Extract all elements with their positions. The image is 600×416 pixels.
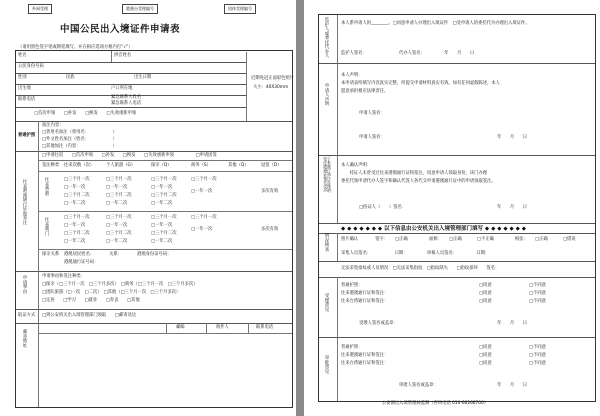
emergency-phone-label: 紧急联系人电话 [111,101,142,106]
acceptance-sign: 受理人签名或盖章： [359,321,398,326]
photo-size: 大小：40X30mm [253,85,289,90]
hk-option-3: □三个月二次 [64,193,90,198]
applicant-declaration-row [319,63,595,156]
applicant-decl-line-1: 本人声明： [341,73,363,78]
divider [166,323,167,333]
agent-decl-line-1: 本人确认声明： [341,163,372,168]
divider [111,51,112,62]
acceptance-row [319,277,595,338]
official-use-text: ◆ ◆ ◆ ◆ ◆ ◆ ◆ 以下信息由公安机关出入境管理部门填写 ◆ ◆ ◆ ◆ ◆ ◆ ◆ [341,226,527,232]
hk-tourism-2: □一年一次 [106,185,128,190]
review-paper-bad: □错误 [563,237,576,242]
macau-tourism-3: □三个月二次 [106,231,132,236]
hk-option-4: □一年二次 [64,201,86,206]
hk-family-4: □一年二次 [151,201,173,206]
hk-tourism-1: □三个月一次 [106,177,132,182]
photo-label: 近期免冠正面彩色照片 [251,76,294,81]
divider [337,337,338,401]
macau-multi: 多次有效 [261,227,279,232]
approval-passport: 普通护照： [341,345,363,350]
header-stay: 逗留（D） [261,163,282,168]
approval-no-2: □不同意 [529,353,546,358]
ethnicity-label: 民族 [66,75,75,80]
review-sign-ok: □正确 [395,237,408,242]
review-face-ok: □正确 [449,237,462,242]
approval-no-1: □不同意 [529,345,546,350]
reason-line-1: 申请事由和签注种类： [42,274,85,279]
relative-label: 探亲关系 [42,252,60,257]
applicant-date: 年 月 日 [497,135,528,140]
macau-family-3: □三个月二次 [151,231,177,236]
mailing-postcode: 邮编 [176,325,185,330]
form-title: 中国公民出入境证件申请表 [60,24,181,35]
macau-business-1: □三个月一次 [191,215,217,220]
guardian-label: 监护人或委托代办人 [324,18,330,59]
guardian-line-2: 监护人签名： 代办人签名： 年 月 日 [341,51,475,56]
review-label: 情况核查 [324,234,330,253]
macau-option-2: □一年一次 [64,223,86,228]
mailing-row [16,323,292,407]
form-page-2 [304,0,600,416]
collection-row [16,309,292,324]
header-business: 商务（S） [191,163,211,168]
reason-line-4: □定居 □学习 □就业 □奔丧 □其他 [42,298,140,303]
macau-tourism-1: □三个月一次 [106,215,132,220]
hk-family-3: □三个月二次 [151,193,177,198]
applicant-sign: 申请人签名： [359,111,385,116]
acceptance-yes-2: □同意 [479,291,492,296]
reason-row [16,271,292,310]
page-gap [296,0,304,416]
macau-business-2: □一年一次 [191,227,213,232]
name-label: 姓名 [18,53,27,58]
acceptance-passport: 普通护照： [341,283,363,288]
endorsement-section-label: 往来港澳通行证和签注 [22,180,28,226]
guardian-row [319,15,595,64]
macau-option-1: □三个月一次 [64,215,90,220]
pinyin-label: 拼音姓名 [114,53,132,58]
macau-option-3: □三个月二次 [64,231,90,236]
header-times: 往来次数（次） [64,163,95,168]
macau-tourism-4: □一年二次 [106,239,128,244]
macau-label: 往来澳门 [44,218,50,237]
mailing-phone: 联系电话 [256,325,274,330]
passport-label: 普通护照 [18,133,36,138]
agent-sign: □持证人（ ）签名： [359,205,407,210]
hukou-label: 户口所在地 [111,86,133,91]
hk-label: 往来香港 [44,178,50,197]
hk-family-2: □一年一次 [151,185,173,190]
divider [38,271,39,309]
birth-place-label: 出生地 [18,86,31,91]
divider [38,171,292,172]
corner-box-online: 外网受理 [28,4,52,14]
relative-fields: 港澳居民姓名： 关系： 港澳身份证号码： [64,252,172,257]
header-other: 其他（Q） [228,163,249,168]
approval-sign: 审批人签名或盖章： [399,383,438,388]
macau-family-4: □一年二次 [151,239,173,244]
agent-decl-label: 电子往来港澳通行证和签注代办受理声明 [323,156,331,193]
hk-multi: 多次有效 [261,189,279,194]
agent-decl-line-3: 委托代领申请代办人签字和确认代签人各代交申请港澳通行证中的申请领取签注。 [341,179,496,184]
reason-line-2: □探亲（□三个月一次 □三个月多次） □商务（□三个月一次 □三个月多次） [42,282,198,287]
macau-option-4: □一年二次 [64,239,86,244]
divider [38,211,292,212]
corner-box-group: 团体受理编号 [224,4,256,14]
review-paper-ok: □正确 [535,237,548,242]
approval-form-table [318,14,596,402]
agent-decl-line-2: 持证人未曾受过往来港澳通行证和签注，同意申请人领取身份，该门办理 [341,171,488,176]
application-type-row [16,107,292,122]
approval-row [319,337,595,401]
gender-label: 性别 [18,75,27,80]
acceptance-tw: 往来台湾通行证和签注： [341,299,389,304]
birth-date-label: 出生日期 [134,75,152,80]
divider [38,249,292,250]
header-tourism: 个人旅游（G） [106,163,136,168]
passport-line-2: □曾用名加注（曾用名： ） [42,130,117,135]
agent-date: 年 月 日 [497,205,528,210]
reason-line-3: □团队旅游（□一次 □二次） □其他（□三个月一次 □三个月多次） [42,290,181,295]
divider [337,155,338,223]
applicant-decl-label: 申请人声明 [324,84,330,107]
hk-family-1: □三个月一次 [151,177,177,182]
divider [38,333,292,334]
approval-date: 年 月 日 [497,383,528,388]
endorsement-block [16,151,292,272]
approval-no-3: □不同意 [529,361,546,366]
divider [38,121,39,151]
approval-label: 审批意见 [324,356,330,375]
divider [38,323,39,407]
divider [337,233,338,261]
review-line-2: 采集人员签名： 日期： 审核人员签名： 日期： [341,251,490,256]
review-row [319,233,595,262]
hk-business-1: □三个月一次 [191,177,217,182]
review-face: 面相： [429,237,442,242]
passport-line-3: □外文姓名加注（姓名： ） [42,137,117,142]
header-type: 签注种类 [42,163,60,168]
reason-label: 申请事由 [22,276,28,295]
macau-family-1: □三个月一次 [151,215,177,220]
approval-hkmo: 往来港澳通行证和签注： [341,353,389,358]
fingerprint-row [319,261,595,278]
application-form-table [15,50,293,408]
passport-line-4: □其他加注（内容： ） [42,144,117,149]
divider [38,160,292,161]
passport-line-1: 加注内容： [42,123,64,128]
id-number-label: 公民身份号码 [18,64,44,69]
divider [337,63,338,155]
agent-declaration-row [319,155,595,224]
relative-permit: 港澳通行证号码： [64,260,99,265]
page-footer: 公安部出入境管理局监制（咨询电话 010-66266700） [382,401,489,406]
hk-tourism-4: □一年二次 [106,201,128,206]
acceptance-no-2: □不同意 [529,291,546,296]
acceptance-label: 受理意见 [324,294,330,313]
applicant-decl-line-3: 愿意承担相应法律责任。 [341,89,389,94]
approval-yes-1: □同意 [479,345,492,350]
hk-option-1: □三个月一次 [64,177,90,182]
mailing-label: 邮寄地址 [22,330,28,349]
permit-options: □申请往返 □首次申领 □补发 □换发 □失效重新申领 □申请团签 [42,153,217,158]
applicant-decl-line-2: 本申请表所填写内容真实完整，所提交申请材料真实有效。如有任何虚假陈述，本人 [341,81,500,86]
application-type-options: □首次申领 □补发 □换发 □失效重新申领 [34,111,137,116]
divider [337,277,338,337]
approval-tw: 往来台湾通行证和签注： [341,361,389,366]
divider [337,15,338,63]
macau-tourism-2: □一年一次 [106,223,128,228]
divider [248,323,249,333]
acceptance-date: 年 月 日 [497,321,528,326]
collection-options: □到公安机关出入境管理部门领取 □邮寄送达 [42,313,137,318]
acceptance-hkmo: 往来港澳通行证和签注： [341,291,389,296]
acceptance-no-3: □不同意 [529,299,546,304]
header-family: 探亲（Q） [151,163,172,168]
review-photo: 照片确认 [341,237,359,242]
acceptance-yes-3: □同意 [479,299,492,304]
corner-box-hkmo: 港澳台受理编号 [122,4,158,14]
guardian-line-1: 本人系申请人的________。□同意申请人办理出入境证件 □受申请人的委托代为办理出入境证件。 [341,21,530,26]
review-paper: 纸张： [515,237,528,242]
hk-option-2: □一年一次 [64,185,86,190]
fingerprint-text: 无法采集指纹或人员情况：□无法采集指纹 □指纹缺失 □指纹损坏 签名： [341,266,500,271]
macau-family-2: □一年一次 [151,223,173,228]
approval-yes-3: □同意 [479,361,492,366]
divider [206,323,207,333]
acceptance-no-1: □不同意 [529,283,546,288]
collection-label: 取证方式 [18,313,36,318]
hk-business-2: □一年一次 [191,189,213,194]
form-page-1 [0,0,296,416]
divider [38,309,39,323]
hk-tourism-3: □三个月二次 [106,193,132,198]
review-sign: 签字： [375,237,388,242]
approval-yes-2: □同意 [479,353,492,358]
emergency-contact-label: 紧急联系人姓名 [111,95,142,100]
mailing-recipient: 收件人 [216,325,229,330]
acceptance-yes-1: □同意 [479,283,492,288]
passport-row [16,121,292,152]
applicant-sign-2: 申请人签名： [359,135,385,140]
form-subtitle: （请用黑色签字笔或钢笔填写，并在相应选项方框内打“√”） [18,45,133,50]
review-face-bad: □不正确 [477,237,494,242]
phone-label: 联系电话 [18,97,36,102]
